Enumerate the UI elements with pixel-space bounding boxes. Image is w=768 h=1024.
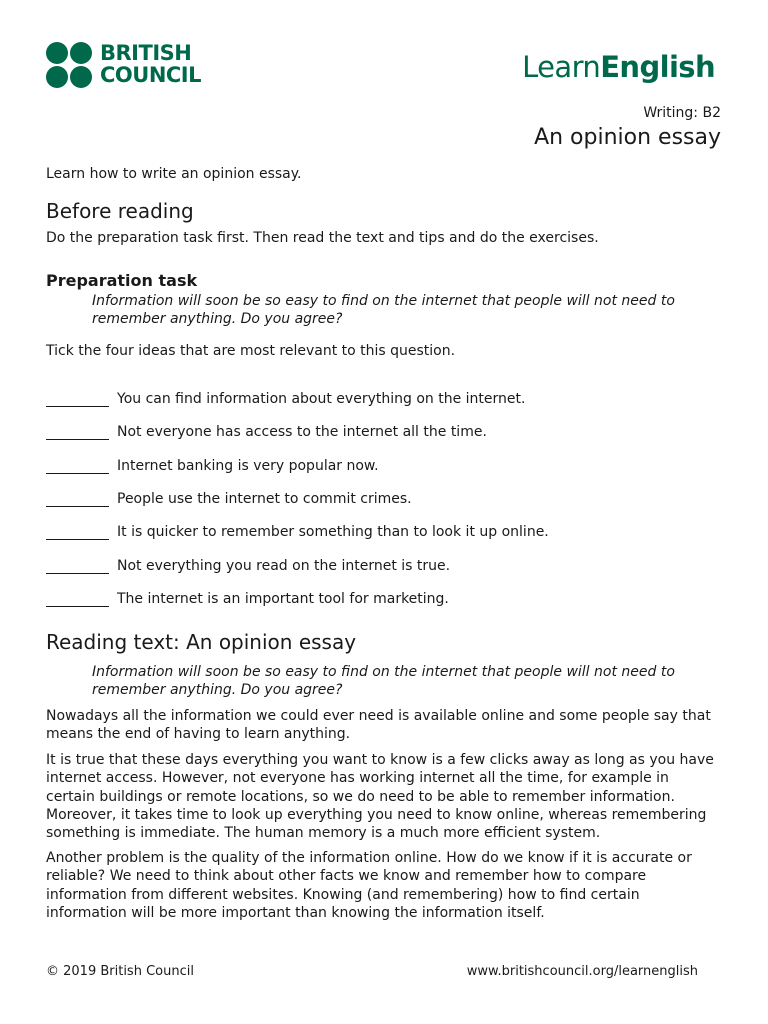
answer-blank[interactable] (46, 390, 109, 407)
level-label: Writing: B2 (643, 105, 721, 121)
reading-question: Information will soon be so easy to find on the internet that people will not need to remember anything. Do you agree? (92, 664, 675, 698)
reading-heading: Reading text: An opinion essay (46, 630, 357, 654)
before-reading-text: Do the preparation task first. Then read the text and tips and do the exercises. (46, 230, 599, 246)
footer-url-link[interactable]: www.britishcouncil.org/learnenglish (466, 964, 698, 979)
essay-paragraph: It is true that these days everything you want to know is a few clicks away as long as you have internet access. However, not everyone has working internet all the time, for example in certain buildings or remote locations, so we do need to be able to remember information. Moreover, it takes time to look up everything you need to know online, whereas remembering something is immediate. The human memory is a much more efficient system. (46, 752, 714, 842)
answer-blank[interactable] (46, 423, 109, 440)
list-item: The internet is an important tool for marketing. (46, 590, 449, 607)
answer-blank[interactable] (46, 557, 109, 574)
logo-text: BRITISH COUNCIL (100, 41, 201, 87)
list-item: You can find information about everything on the internet. (46, 390, 525, 407)
preparation-question: Information will soon be so easy to find on the internet that people will not need to remember anything. Do you agree? (92, 293, 675, 327)
answer-blank[interactable] (46, 490, 109, 507)
tick-instruction: Tick the four ideas that are most relevant to this question. (46, 343, 456, 359)
list-item: It is quicker to remember something than to look it up online. (46, 523, 549, 540)
essay-paragraph: Another problem is the quality of the information online. How do we know if it is accurate or reliable? We need to think about other facts we know and remember how to compare information from different websites. Knowing (and remembering) how to find certain information will be more important than knowing the information itself. (46, 850, 692, 921)
answer-blank[interactable] (46, 523, 109, 540)
page-title: An opinion essay (534, 125, 721, 150)
answer-blank[interactable] (46, 457, 109, 474)
list-item: People use the internet to commit crimes. (46, 490, 412, 507)
footer-copyright: © 2019 British Council (46, 964, 194, 979)
learnenglish-brand: LearnEnglish (522, 50, 715, 84)
list-item: Not everything you read on the internet is true. (46, 557, 450, 574)
list-item: Not everyone has access to the internet all the time. (46, 423, 487, 440)
list-item: Internet banking is very popular now. (46, 457, 379, 474)
british-council-logo (46, 42, 216, 92)
preparation-heading: Preparation task (46, 271, 198, 290)
answer-blank[interactable] (46, 590, 109, 607)
essay-paragraph: Nowadays all the information we could ever need is available online and some people say that means the end of having to learn anything. (46, 708, 711, 743)
intro-text: Learn how to write an opinion essay. (46, 166, 302, 182)
before-reading-heading: Before reading (46, 199, 194, 223)
logo-dots-icon (46, 42, 96, 88)
